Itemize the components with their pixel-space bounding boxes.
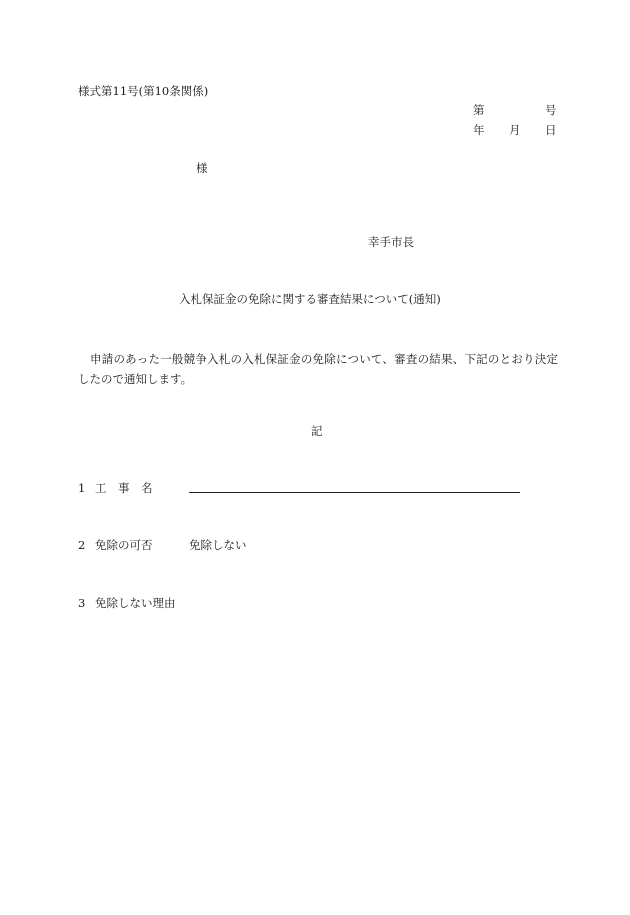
item-1-label: 工 事 名 bbox=[95, 481, 153, 495]
item-2-label: 免除の可否 bbox=[95, 538, 153, 552]
form-number: 様式第11号(第10条関係) bbox=[78, 84, 209, 98]
date-year-label: 年 bbox=[473, 123, 485, 137]
recipient-honorific: 様 bbox=[196, 161, 208, 175]
item-3-label: 免除しない理由 bbox=[95, 596, 176, 610]
sender-name: 幸手市長 bbox=[368, 235, 414, 249]
body-paragraph: 申請のあった一般競争入札の入札保証金の免除について、審査の結果、下記のとおり決定したので通知します。 bbox=[78, 352, 558, 386]
document-title: 入札保証金の免除に関する審査結果について(通知) bbox=[179, 292, 441, 306]
item-2-number: 2 bbox=[78, 538, 86, 552]
item-3-number: 3 bbox=[78, 596, 86, 610]
date-day-label: 日 bbox=[545, 123, 557, 137]
item-1-number: 1 bbox=[78, 481, 86, 495]
ki-heading: 記 bbox=[311, 424, 323, 438]
document-number-prefix: 第 bbox=[473, 103, 485, 117]
construction-name-blank-line bbox=[189, 492, 520, 493]
date-month-label: 月 bbox=[509, 123, 521, 137]
document-number-suffix: 号 bbox=[545, 103, 557, 117]
item-2-value: 免除しない bbox=[189, 538, 247, 552]
